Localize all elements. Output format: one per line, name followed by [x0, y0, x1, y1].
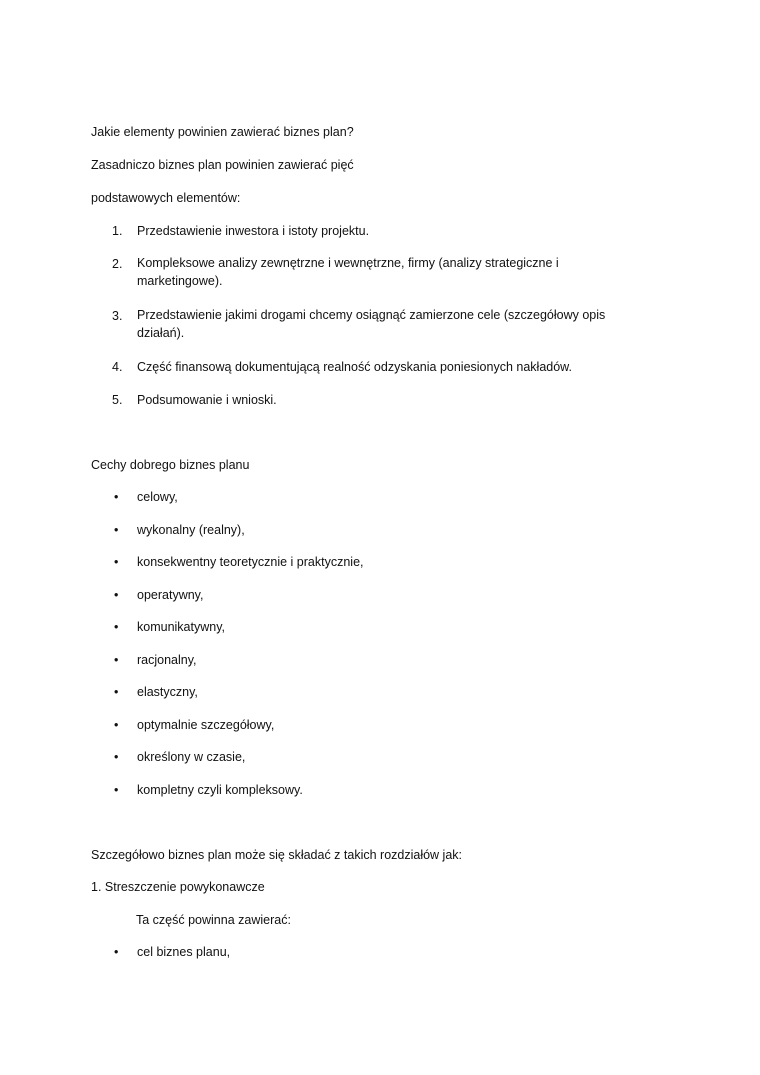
bullet-icon: • — [114, 945, 119, 959]
list-item-text: optymalnie szczegółowy, — [137, 718, 275, 732]
bullet-icon: • — [114, 523, 119, 537]
bullet-icon: • — [114, 783, 119, 797]
sections-intro: Szczegółowo biznes plan może się składać z takich rozdziałów jak: — [91, 848, 463, 862]
list-item-text: Kompleksowe analizy zewnętrzne i wewnętrzne, firmy (analizy strategiczne i marketingowe). — [137, 256, 559, 288]
intro-line-2: podstawowych elementów: — [91, 191, 241, 205]
bullet-icon: • — [114, 555, 119, 569]
list-item-text: elastyczny, — [137, 685, 198, 699]
list-item-number: 2. — [112, 257, 123, 271]
list-item-text: celowy, — [137, 490, 178, 504]
list-item-text: cel biznes planu, — [137, 945, 231, 959]
bullet-icon: • — [114, 620, 119, 634]
features-heading: Cechy dobrego biznes planu — [91, 458, 250, 472]
list-item-text: Przedstawienie inwestora i istoty projektu. — [137, 224, 370, 238]
list-item-text: Przedstawienie jakimi drogami chcemy osiągnąć zamierzone cele (szczegółowy opis działań). — [137, 308, 606, 340]
list-item-text: Część finansową dokumentującą realność odzyskania poniesionych nakładów. — [137, 360, 572, 374]
list-item-text: racjonalny, — [137, 653, 197, 667]
bullet-icon: • — [114, 685, 119, 699]
list-item-text: określony w czasie, — [137, 750, 246, 764]
list-item-number: 1. — [112, 224, 123, 238]
bullet-icon: • — [114, 588, 119, 602]
list-item-text: komunikatywny, — [137, 620, 225, 634]
list-item-text: operatywny, — [137, 588, 204, 602]
list-item-text: konsekwentny teoretycznie i praktycznie, — [137, 555, 364, 569]
list-item-number: 5. — [112, 393, 123, 407]
list-item-text: Podsumowanie i wnioski. — [137, 393, 277, 407]
bullet-icon: • — [114, 750, 119, 764]
list-item-text: kompletny czyli kompleksowy. — [137, 783, 303, 797]
section-1-subtitle: Ta część powinna zawierać: — [136, 913, 291, 927]
list-item-text: wykonalny (realny), — [137, 523, 245, 537]
list-item-number: 4. — [112, 360, 123, 374]
section-1-title: 1. Streszczenie powykonawcze — [91, 880, 265, 894]
list-item-number: 3. — [112, 309, 123, 323]
bullet-icon: • — [114, 653, 119, 667]
bullet-icon: • — [114, 718, 119, 732]
intro-line-1: Zasadniczo biznes plan powinien zawierać pięć — [91, 158, 354, 172]
bullet-icon: • — [114, 490, 119, 504]
heading-question: Jakie elementy powinien zawierać biznes plan? — [91, 125, 354, 139]
